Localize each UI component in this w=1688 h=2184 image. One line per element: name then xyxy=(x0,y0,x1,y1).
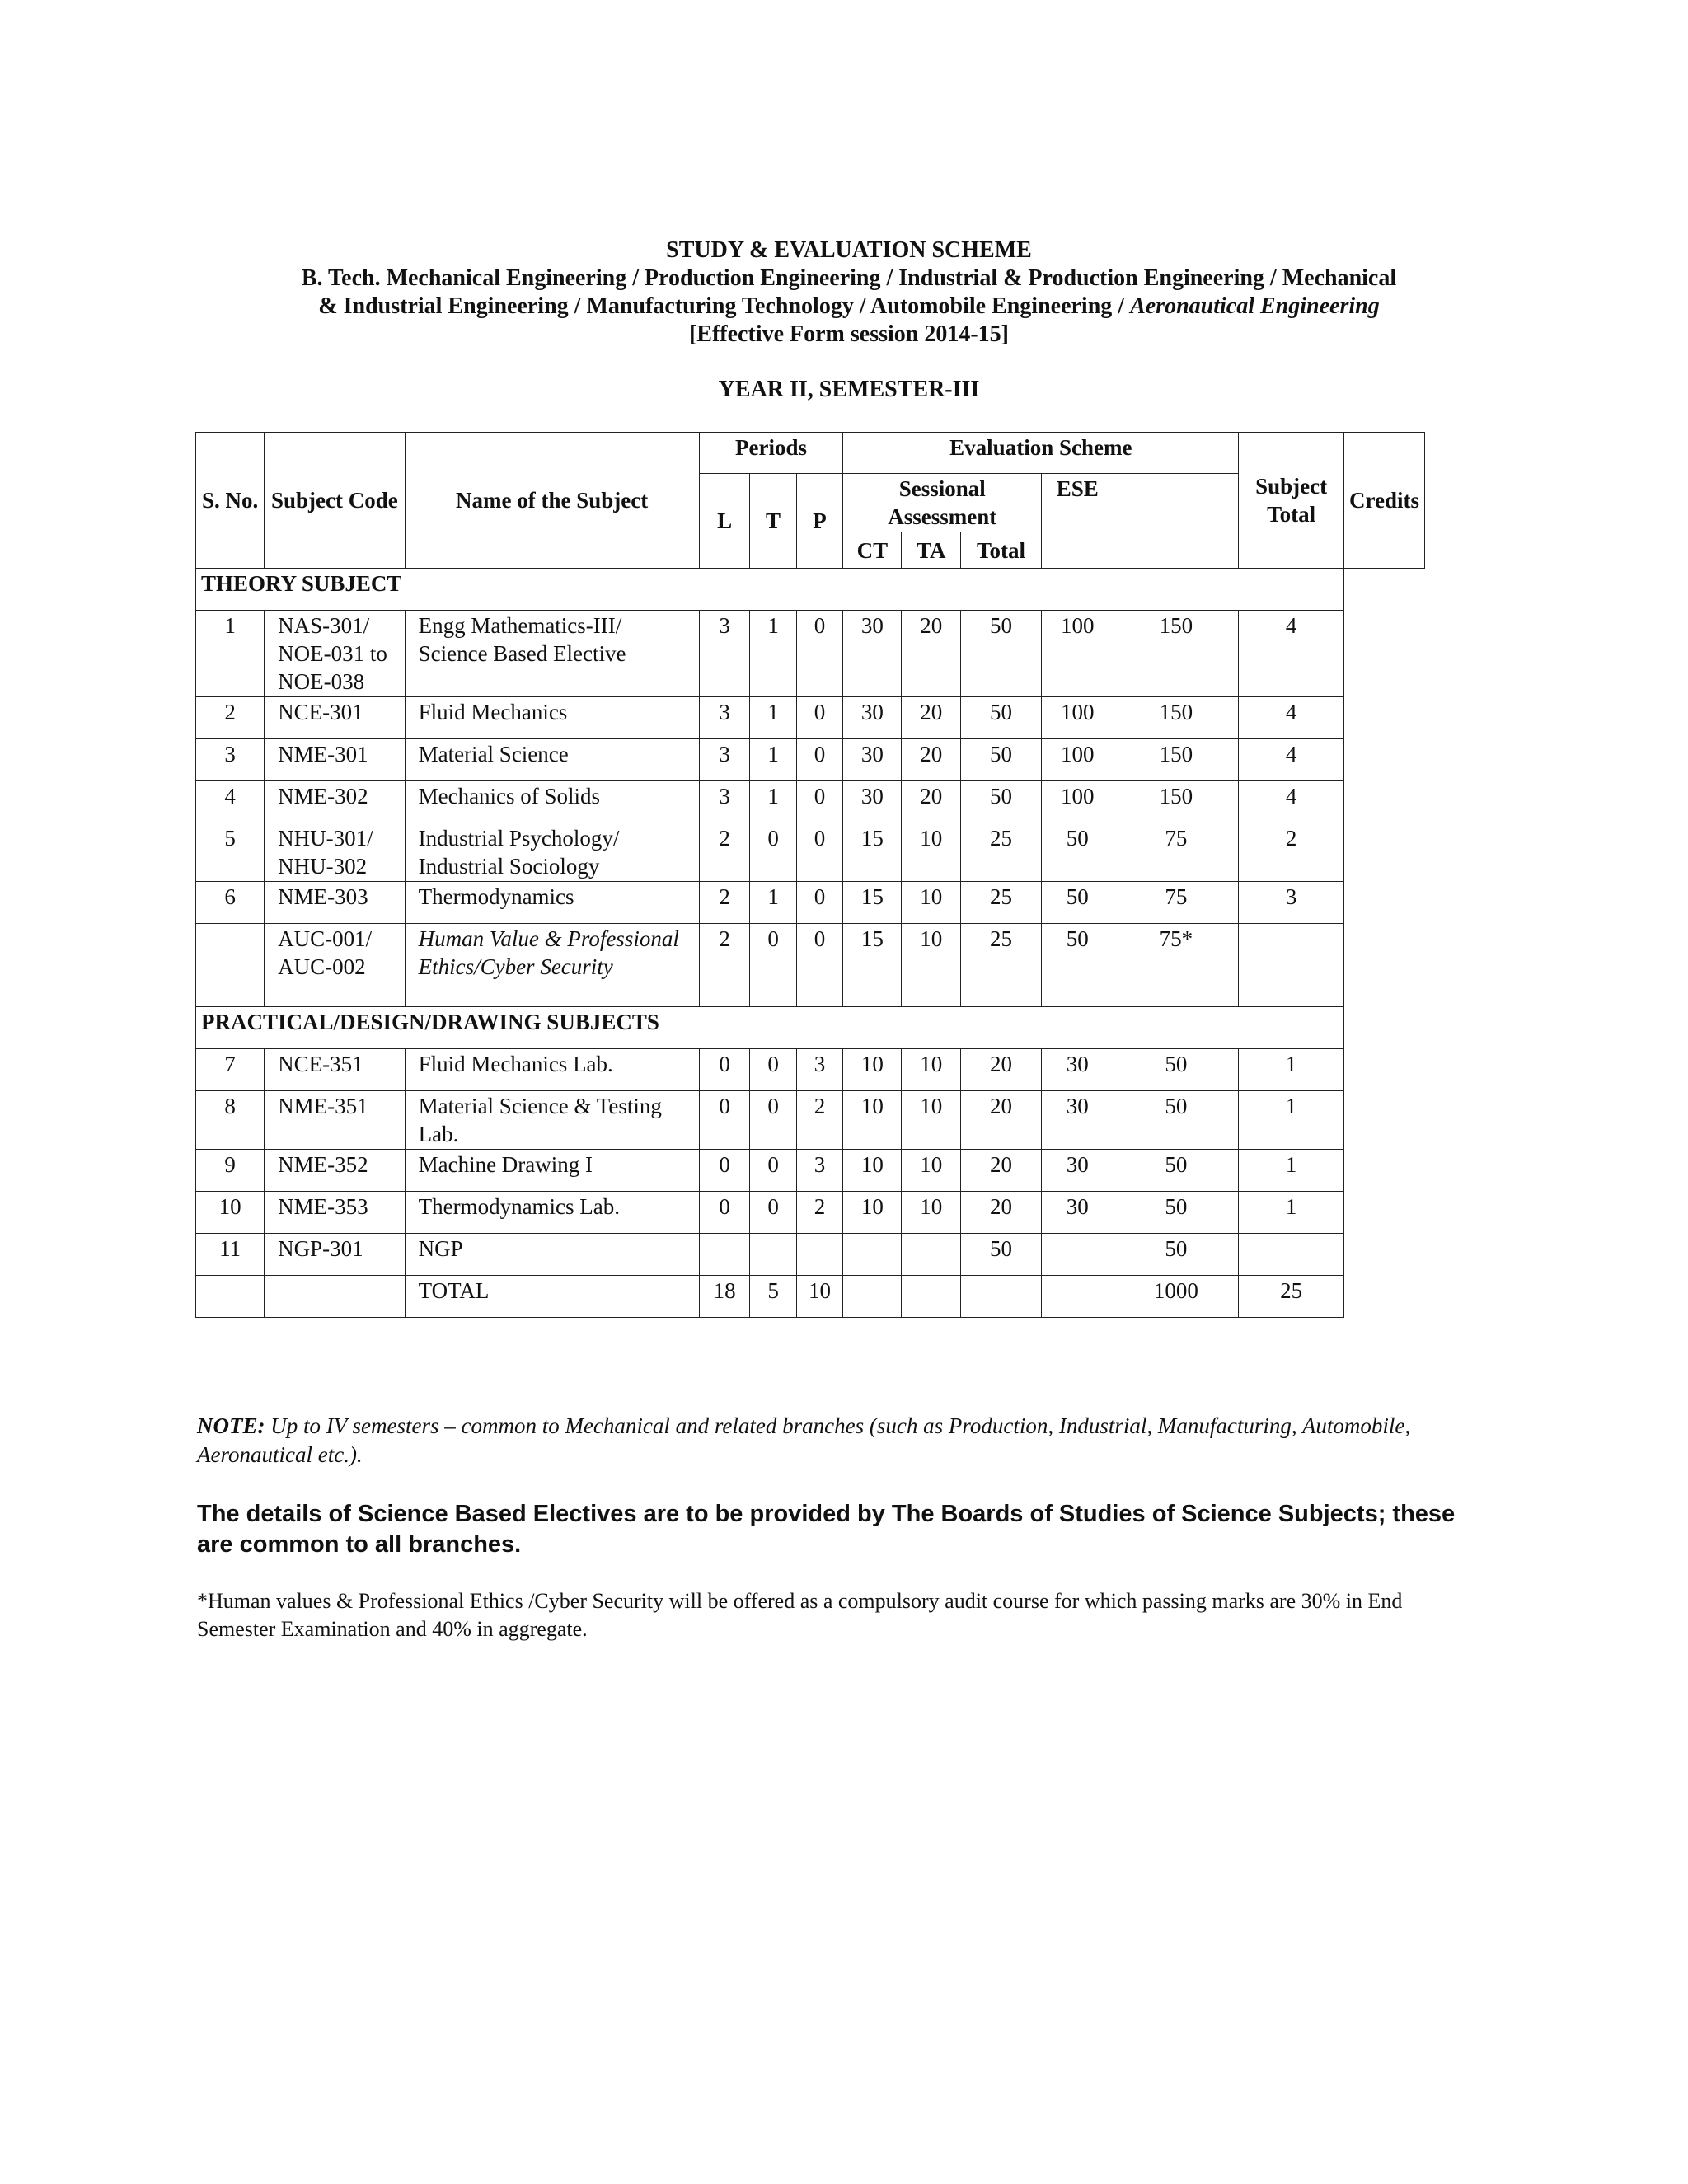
cell-l: 3 xyxy=(699,611,750,697)
program-line-2-italic: Aeronautical Engineering xyxy=(1130,293,1380,319)
cell-credits: 4 xyxy=(1239,697,1344,739)
cell-total: 50 xyxy=(961,697,1042,739)
cell-name: Human Value & Professional Ethics/Cyber Security xyxy=(405,924,699,1007)
cell-ta xyxy=(902,1276,961,1318)
cell-credits: 2 xyxy=(1239,823,1344,882)
cell-ta: 10 xyxy=(902,823,961,882)
cell-code: NGP-301 xyxy=(265,1234,405,1276)
cell-name: TOTAL xyxy=(405,1276,699,1318)
cell-name: Mechanics of Solids xyxy=(405,781,699,823)
cell-ese xyxy=(1042,1276,1114,1318)
cell-l: 0 xyxy=(699,1091,750,1150)
cell-l xyxy=(699,1234,750,1276)
cell-code: NHU-301/ NHU-302 xyxy=(265,823,405,882)
program-line-2 xyxy=(190,293,1508,321)
cell-t: 0 xyxy=(750,924,796,1007)
document-header xyxy=(190,237,1508,349)
cell-l: 3 xyxy=(699,697,750,739)
cell-code: NCE-351 xyxy=(265,1049,405,1091)
cell-p: 0 xyxy=(796,697,843,739)
cell-sno: 5 xyxy=(196,823,265,882)
cell-subject-total: 75 xyxy=(1114,823,1239,882)
cell-subject-total: 75 xyxy=(1114,882,1239,924)
cell-code: NCE-301 xyxy=(265,697,405,739)
cell-name: Thermodynamics Lab. xyxy=(405,1192,699,1234)
header-periods: Periods xyxy=(699,433,843,474)
header-credits: Credits xyxy=(1344,433,1425,569)
cell-t: 0 xyxy=(750,1049,796,1091)
cell-total: 20 xyxy=(961,1150,1042,1192)
cell-name: Thermodynamics xyxy=(405,882,699,924)
cell-name: Industrial Psychology/ Industrial Sociology xyxy=(405,823,699,882)
cell-code: NAS-301/ NOE-031 to NOE-038 xyxy=(265,611,405,697)
cell-total: 25 xyxy=(961,882,1042,924)
cell-sno xyxy=(196,1276,265,1318)
cell-ese: 30 xyxy=(1042,1192,1114,1234)
cell-code: NME-351 xyxy=(265,1091,405,1150)
table-row xyxy=(196,882,1425,924)
cell-ct xyxy=(843,1234,902,1276)
cell-l: 2 xyxy=(699,882,750,924)
cell-ct: 15 xyxy=(843,882,902,924)
header-l: L xyxy=(699,474,750,569)
cell-name: NGP xyxy=(405,1234,699,1276)
cell-t: 1 xyxy=(750,739,796,781)
cell-ese: 100 xyxy=(1042,697,1114,739)
cell-t: 0 xyxy=(750,1150,796,1192)
cell-credits: 25 xyxy=(1239,1276,1344,1318)
cell-t xyxy=(750,1234,796,1276)
cell-sno: 3 xyxy=(196,739,265,781)
cell-ese: 30 xyxy=(1042,1150,1114,1192)
program-line-2-text: & Industrial Engineering / Manufacturing Technology / Automobile Engineering / xyxy=(318,293,1131,319)
cell-ta xyxy=(902,1234,961,1276)
cell-ese: 50 xyxy=(1042,823,1114,882)
cell-ese: 100 xyxy=(1042,781,1114,823)
cell-ct: 10 xyxy=(843,1049,902,1091)
cell-name: Material Science xyxy=(405,739,699,781)
table-row xyxy=(196,781,1425,823)
cell-credits xyxy=(1239,1234,1344,1276)
year-semester-heading: YEAR II, SEMESTER-III xyxy=(718,377,980,402)
cell-subject-total: 75* xyxy=(1114,924,1239,1007)
note-text: Up to IV semesters – common to Mechanical and related branches (such as Production, Industrial, Manufacturing, Automobile, Aeronautical etc.). xyxy=(197,1413,1411,1467)
electives-note: The details of Science Based Electives are to be provided by The Boards of Studies of Science Subjects; these are common to all branches. xyxy=(197,1501,1456,1558)
cell-ct: 30 xyxy=(843,611,902,697)
header-name: Name of the Subject xyxy=(405,433,699,569)
table-row xyxy=(196,823,1425,882)
header-sno: S. No. xyxy=(196,433,265,569)
cell-t: 1 xyxy=(750,781,796,823)
cell-credits: 1 xyxy=(1239,1150,1344,1192)
cell-ct: 10 xyxy=(843,1192,902,1234)
cell-name: Machine Drawing I xyxy=(405,1150,699,1192)
cell-l: 2 xyxy=(699,924,750,1007)
session-line: [Effective Form session 2014-15] xyxy=(688,321,1009,347)
cell-sno xyxy=(196,924,265,1007)
cell-ct: 30 xyxy=(843,697,902,739)
table-row xyxy=(196,1150,1425,1192)
cell-p xyxy=(796,1234,843,1276)
header-ct: CT xyxy=(843,532,902,569)
cell-subject-total: 50 xyxy=(1114,1049,1239,1091)
cell-subject-total: 50 xyxy=(1114,1234,1239,1276)
cell-p: 3 xyxy=(796,1150,843,1192)
cell-t: 1 xyxy=(750,882,796,924)
header-p: P xyxy=(796,474,843,569)
cell-t: 0 xyxy=(750,1091,796,1150)
cell-code: NME-301 xyxy=(265,739,405,781)
cell-t: 1 xyxy=(750,611,796,697)
table-row xyxy=(196,1091,1425,1150)
cell-sno: 9 xyxy=(196,1150,265,1192)
cell-p: 3 xyxy=(796,1049,843,1091)
cell-p: 0 xyxy=(796,611,843,697)
header-subject-total: Subject Total xyxy=(1239,433,1344,569)
cell-ese: 30 xyxy=(1042,1091,1114,1150)
cell-total: 50 xyxy=(961,611,1042,697)
cell-l: 2 xyxy=(699,823,750,882)
header-sessional: Sessional Assessment xyxy=(843,474,1042,532)
cell-subject-total: 150 xyxy=(1114,739,1239,781)
cell-ta: 20 xyxy=(902,739,961,781)
cell-subject-total: 50 xyxy=(1114,1091,1239,1150)
cell-t: 0 xyxy=(750,823,796,882)
cell-t: 1 xyxy=(750,697,796,739)
program-line-1: B. Tech. Mechanical Engineering / Production Engineering / Industrial & Production Engineering / Mechanical xyxy=(301,265,1397,291)
evaluation-scheme-table xyxy=(195,432,1425,1318)
cell-ta: 10 xyxy=(902,882,961,924)
cell-sno: 7 xyxy=(196,1049,265,1091)
note-label: NOTE: xyxy=(197,1413,265,1438)
table-row xyxy=(196,1234,1425,1276)
header-t: T xyxy=(750,474,796,569)
cell-ct: 30 xyxy=(843,781,902,823)
cell-credits: 1 xyxy=(1239,1091,1344,1150)
cell-l: 18 xyxy=(699,1276,750,1318)
cell-subject-total: 50 xyxy=(1114,1192,1239,1234)
cell-l: 0 xyxy=(699,1192,750,1234)
cell-sno: 8 xyxy=(196,1091,265,1150)
cell-total: 20 xyxy=(961,1091,1042,1150)
cell-ese: 50 xyxy=(1042,924,1114,1007)
cell-l: 3 xyxy=(699,739,750,781)
note-paragraph xyxy=(197,1412,1483,1469)
cell-l: 0 xyxy=(699,1150,750,1192)
cell-t: 5 xyxy=(750,1276,796,1318)
cell-l: 0 xyxy=(699,1049,750,1091)
cell-code: NME-353 xyxy=(265,1192,405,1234)
cell-ct: 10 xyxy=(843,1150,902,1192)
cell-ct: 30 xyxy=(843,739,902,781)
cell-ese: 30 xyxy=(1042,1049,1114,1091)
cell-p: 0 xyxy=(796,823,843,882)
cell-ta: 10 xyxy=(902,1150,961,1192)
cell-subject-total: 150 xyxy=(1114,611,1239,697)
cell-ct: 10 xyxy=(843,1091,902,1150)
cell-p: 0 xyxy=(796,739,843,781)
cell-sno: 11 xyxy=(196,1234,265,1276)
cell-ta: 20 xyxy=(902,781,961,823)
cell-ct: 15 xyxy=(843,823,902,882)
cell-p: 0 xyxy=(796,924,843,1007)
audit-course-footnote: *Human values & Professional Ethics /Cyber Security will be offered as a compulsory audit course for which passing marks are 30% in End Semester Examination and 40% in aggregate. xyxy=(197,1589,1403,1641)
cell-ta: 10 xyxy=(902,1091,961,1150)
header-ese: ESE xyxy=(1042,474,1114,569)
cell-p: 2 xyxy=(796,1192,843,1234)
cell-t: 0 xyxy=(750,1192,796,1234)
cell-sno: 4 xyxy=(196,781,265,823)
cell-ta: 20 xyxy=(902,697,961,739)
cell-credits xyxy=(1239,924,1344,1007)
cell-total: 50 xyxy=(961,739,1042,781)
cell-code: AUC-001/ AUC-002 xyxy=(265,924,405,1007)
table-row xyxy=(196,1192,1425,1234)
table-row xyxy=(196,1049,1425,1091)
cell-credits: 1 xyxy=(1239,1192,1344,1234)
cell-ese: 50 xyxy=(1042,882,1114,924)
cell-ese xyxy=(1042,1234,1114,1276)
cell-sno: 10 xyxy=(196,1192,265,1234)
cell-code: NME-303 xyxy=(265,882,405,924)
cell-name: Material Science & Testing Lab. xyxy=(405,1091,699,1150)
cell-p: 10 xyxy=(796,1276,843,1318)
cell-ct: 15 xyxy=(843,924,902,1007)
cell-code xyxy=(265,1276,405,1318)
cell-sno: 1 xyxy=(196,611,265,697)
theory-section-label: THEORY SUBJECT xyxy=(196,569,1344,611)
header-evaluation: Evaluation Scheme xyxy=(843,433,1239,474)
cell-subject-total: 150 xyxy=(1114,697,1239,739)
cell-ese: 100 xyxy=(1042,739,1114,781)
cell-code: NME-352 xyxy=(265,1150,405,1192)
cell-total: 20 xyxy=(961,1049,1042,1091)
cell-sno: 6 xyxy=(196,882,265,924)
cell-subject-total: 1000 xyxy=(1114,1276,1239,1318)
scheme-title: STUDY & EVALUATION SCHEME xyxy=(666,237,1032,263)
cell-ta: 20 xyxy=(902,611,961,697)
table-row xyxy=(196,924,1425,1007)
cell-total: 50 xyxy=(961,1234,1042,1276)
header-total: Total xyxy=(961,532,1042,569)
table-row-total xyxy=(196,1276,1425,1318)
cell-credits: 4 xyxy=(1239,781,1344,823)
table-row xyxy=(196,611,1425,697)
cell-p: 0 xyxy=(796,882,843,924)
cell-ta: 10 xyxy=(902,1049,961,1091)
cell-sno: 2 xyxy=(196,697,265,739)
cell-ct xyxy=(843,1276,902,1318)
cell-total: 25 xyxy=(961,924,1042,1007)
cell-name: Fluid Mechanics Lab. xyxy=(405,1049,699,1091)
cell-code: NME-302 xyxy=(265,781,405,823)
cell-subject-total: 150 xyxy=(1114,781,1239,823)
cell-l: 3 xyxy=(699,781,750,823)
cell-credits: 4 xyxy=(1239,739,1344,781)
cell-name: Engg Mathematics-III/ Science Based Elective xyxy=(405,611,699,697)
cell-total: 25 xyxy=(961,823,1042,882)
cell-name: Fluid Mechanics xyxy=(405,697,699,739)
cell-p: 2 xyxy=(796,1091,843,1150)
practical-section-label: PRACTICAL/DESIGN/DRAWING SUBJECTS xyxy=(196,1007,1344,1049)
cell-ta: 10 xyxy=(902,1192,961,1234)
cell-total xyxy=(961,1276,1042,1318)
cell-credits: 3 xyxy=(1239,882,1344,924)
header-code: Subject Code xyxy=(265,433,405,569)
cell-total: 20 xyxy=(961,1192,1042,1234)
cell-total: 50 xyxy=(961,781,1042,823)
cell-ta: 10 xyxy=(902,924,961,1007)
cell-subject-total: 50 xyxy=(1114,1150,1239,1192)
cell-p: 0 xyxy=(796,781,843,823)
table-row xyxy=(196,697,1425,739)
cell-ese: 100 xyxy=(1042,611,1114,697)
header-ta: TA xyxy=(902,532,961,569)
cell-credits: 1 xyxy=(1239,1049,1344,1091)
table-row xyxy=(196,739,1425,781)
cell-credits: 4 xyxy=(1239,611,1344,697)
